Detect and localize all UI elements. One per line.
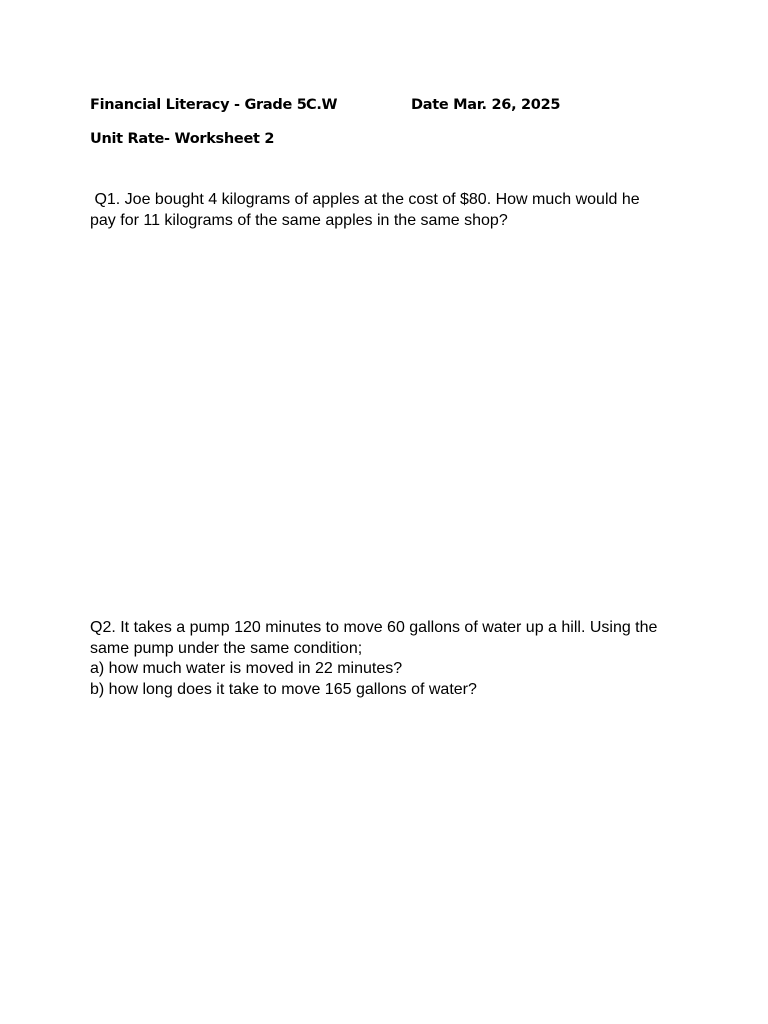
question-2-part-b: b) how long does it take to move 165 gallons of water? bbox=[90, 680, 477, 698]
question-2 bbox=[90, 618, 690, 700]
question-1 bbox=[90, 190, 690, 231]
worksheet-date: Date Mar. 26, 2025 bbox=[411, 97, 561, 113]
question-1-line-2: pay for 11 kilograms of the same apples in the same shop? bbox=[90, 211, 508, 229]
question-1-line-1: Q1. Joe bought 4 kilograms of apples at the cost of $80. How much would he bbox=[90, 191, 640, 208]
course-title: Financial Literacy - Grade 5 bbox=[90, 97, 307, 113]
question-2-line-1: Q2. It takes a pump 120 minutes to move 60 gallons of water up a hill. Using the bbox=[90, 619, 658, 636]
worksheet-title: Unit Rate- Worksheet 2 bbox=[90, 131, 275, 147]
question-2-part-a: a) how much water is moved in 22 minutes? bbox=[90, 660, 403, 677]
question-2-line-2: same pump under the same condition; bbox=[90, 639, 363, 657]
classwork-label: C.W bbox=[306, 97, 338, 113]
